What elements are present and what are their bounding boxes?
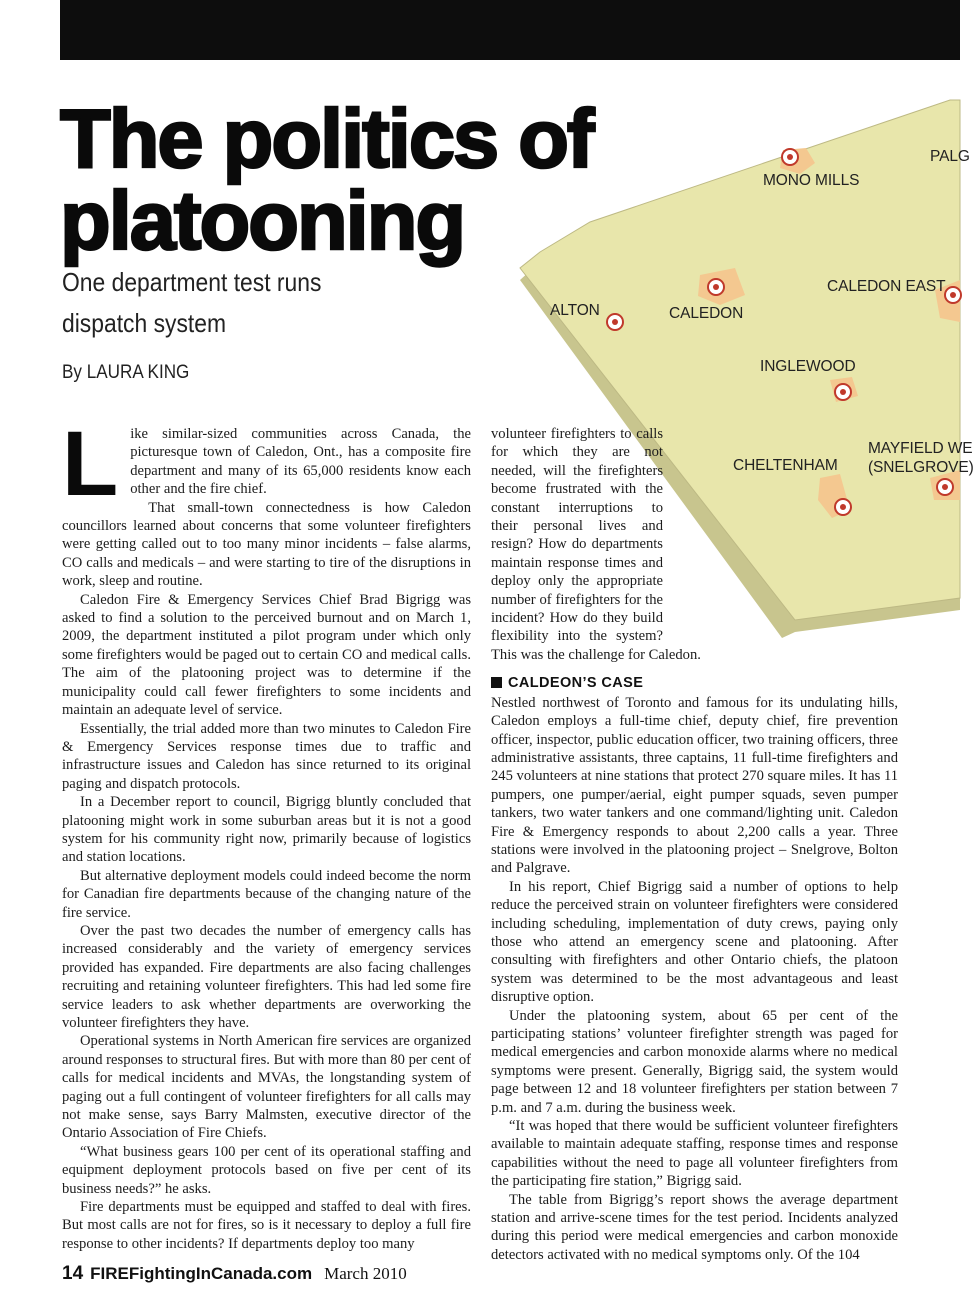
subtitle-line-2: dispatch system bbox=[62, 308, 227, 338]
town-label-inglewood: INGLEWOOD bbox=[760, 358, 856, 375]
station-marker-icon bbox=[708, 279, 724, 295]
article-column-1 bbox=[62, 413, 471, 1253]
page-footer bbox=[62, 1263, 407, 1285]
paragraph: ike similar-sized communities across Canada, the picturesque town of Caledon, Ont., has a composite fire department and many of its 65,000 residents know each other and the fire chief. bbox=[130, 426, 471, 498]
article-column-2 bbox=[491, 425, 898, 1264]
square-bullet-icon bbox=[491, 677, 502, 688]
paragraph: The table from Bigrigg’s report shows the average department station and arrive-scene times for the test period. Incidents analyzed during this period were medical emergencies and carbon monoxide detectors activated with no medical symptoms only. Of the 104 bbox=[491, 1191, 898, 1263]
section-heading bbox=[491, 674, 898, 692]
article-subtitle bbox=[62, 262, 379, 344]
paragraph: Fire departments must be equipped and staffed to deal with fires. But most calls are not for fires, so is it necessary to deploy a full fire response to other incidents? If departments deploy too many bbox=[62, 1199, 471, 1252]
paragraph: Essentially, the trial added more than two minutes to Caledon Fire & Emergency Services response times due to traffic and infrastructure issues and Caledon has since returned to its original paging and dispatch protocols. bbox=[62, 720, 471, 792]
title-line-2: platooning bbox=[60, 174, 465, 267]
town-label-cheltenham: CHELTENHAM bbox=[733, 457, 838, 474]
paragraph: volunteer firefighters to calls for which they are not needed, will the firefighters become frustrated with the constant interruptions to their personal lives and resign? How do departments maintain response times and deploy only the appropriate number of firefighters for the incident? How do they build flexibility into the system? This was the challenge for Caledon. bbox=[491, 426, 701, 663]
paragraph: That small-town connectedness is how Caledon councillors learned about concerns that some volunteer firefighters were getting called out to too many minor incidents – false alarms, CO calls and medicals – and were starting to tire of the disruptions in work, sleep and routine. bbox=[62, 499, 471, 590]
paragraph: Nestled northwest of Toronto and famous for its undulating hills, Caledon employs a full-time chief, deputy chief, fire prevention officer, inspector, public education officer, two training officers, three administrative assistants, three captains, 11 full-time firefighters and 245 volunteers at nine stations that protect 270 square miles. It has 11 pumpers, one pumper/aerial, eight pumper squads, seven pumper tankers, two water tankers and one command/lighting unit. Caledon Fire & Emergency responds to about 2,200 calls a year. Three stations were involved in the platooning project – Snelgrove, Bolton and Palgrave. bbox=[491, 694, 898, 877]
site-name: FIREFightingInCanada.com bbox=[90, 1264, 313, 1283]
station-marker-icon bbox=[782, 149, 798, 165]
paragraph: In his report, Chief Bigrigg said a number of options to help reduce the perceived strain on volunteer firefighters were considered including scheduling, implementation of duty crews, paying only those who attend an emergency scene and platooning. After consulting with firefighters and other Ontario chiefs, the platoon system was determined to be the most advantageous and least disruptive option. bbox=[491, 878, 898, 1006]
paragraph: Operational systems in North American fire services are organized around responses to structural fires. But with more than 80 per cent of calls for medical incidents and MVAs, the longstanding system of paging out a full contingent of volunteer firefighters for all calls may not make sense, says Barry Malmsten, executive director of the Ontario Association of Fire Chiefs. bbox=[62, 1033, 471, 1142]
byline: By LAURA KING bbox=[62, 362, 190, 383]
town-label-snelgrove: (SNELGROVE) bbox=[868, 459, 974, 476]
paragraph: Caledon Fire & Emergency Services Chief Brad Bigrigg was asked to find a solution to the perceived burnout and on March 1, 2009, the department instituted a pilot program under which only some firefighters would be paged out to certain CO and medical calls. The aim of the platooning project was to determine if the municipality could call fewer firefighters to some incidents and maintain an adequate level of service. bbox=[62, 591, 471, 719]
town-label-mono-mills: MONO MILLS bbox=[763, 172, 860, 189]
article-title bbox=[60, 92, 593, 267]
subtitle-line-1: One department test runs bbox=[62, 267, 322, 297]
page-number: 14 bbox=[62, 1263, 84, 1284]
station-marker-icon bbox=[607, 314, 623, 330]
town-label-palgrave: PALG bbox=[930, 148, 970, 165]
paragraph: Over the past two decades the number of emergency calls has increased considerably and the variety of emergency services provided has expanded. Fire departments are also facing challenges recruiting and retaining volunteer firefighters. This had led some fire service leaders to ask whether departments are overworking the volunteer firefighters they have. bbox=[62, 922, 471, 1031]
station-marker-icon bbox=[835, 384, 851, 400]
issue-date: March 2010 bbox=[324, 1264, 407, 1283]
map-wrap-space bbox=[663, 425, 898, 639]
town-label-caledon: CALEDON bbox=[669, 305, 744, 322]
drop-cap: L bbox=[62, 413, 119, 515]
paragraph: “It was hoped that there would be sufficient volunteer firefighters available to maintain adequate staffing, response times and response capabilities without the need to page all volunteer firefighters from the participating fire station,” Bigrigg said. bbox=[491, 1118, 898, 1190]
station-marker-icon bbox=[945, 287, 961, 303]
paragraph: In a December report to council, Bigrigg bluntly concluded that platooning might work in some suburban areas but it is not a good system for his community right now, primarily because of logistics and station locations. bbox=[62, 794, 471, 866]
town-label-alton: ALTON bbox=[550, 302, 600, 319]
town-label-caledon-east: CALEDON EAST bbox=[827, 278, 946, 295]
section-heading-text: CALDEON’S CASE bbox=[508, 675, 644, 692]
station-marker-icon bbox=[937, 479, 953, 495]
title-line-1: The politics of bbox=[60, 92, 593, 185]
paragraph: But alternative deployment models could indeed become the norm for Canadian fire departments because of the changing nature of the fire service. bbox=[62, 867, 471, 921]
town-label-mayfield-west: MAYFIELD WE bbox=[868, 440, 973, 457]
paragraph: “What business gears 100 per cent of its operational staffing and equipment deployment protocols based on five per cent of its business needs?” he asks. bbox=[62, 1143, 471, 1197]
paragraph: Under the platooning system, about 65 per cent of the participating stations’ volunteer firefighter strength was paged for medical emergencies and carbon monoxide alarms where no medical symptoms were present. Generally, Bigrigg said, the system would page between 12 and 18 volunteer firefighters per station between 7 p.m. and 7 a.m. during the business week. bbox=[491, 1007, 898, 1116]
